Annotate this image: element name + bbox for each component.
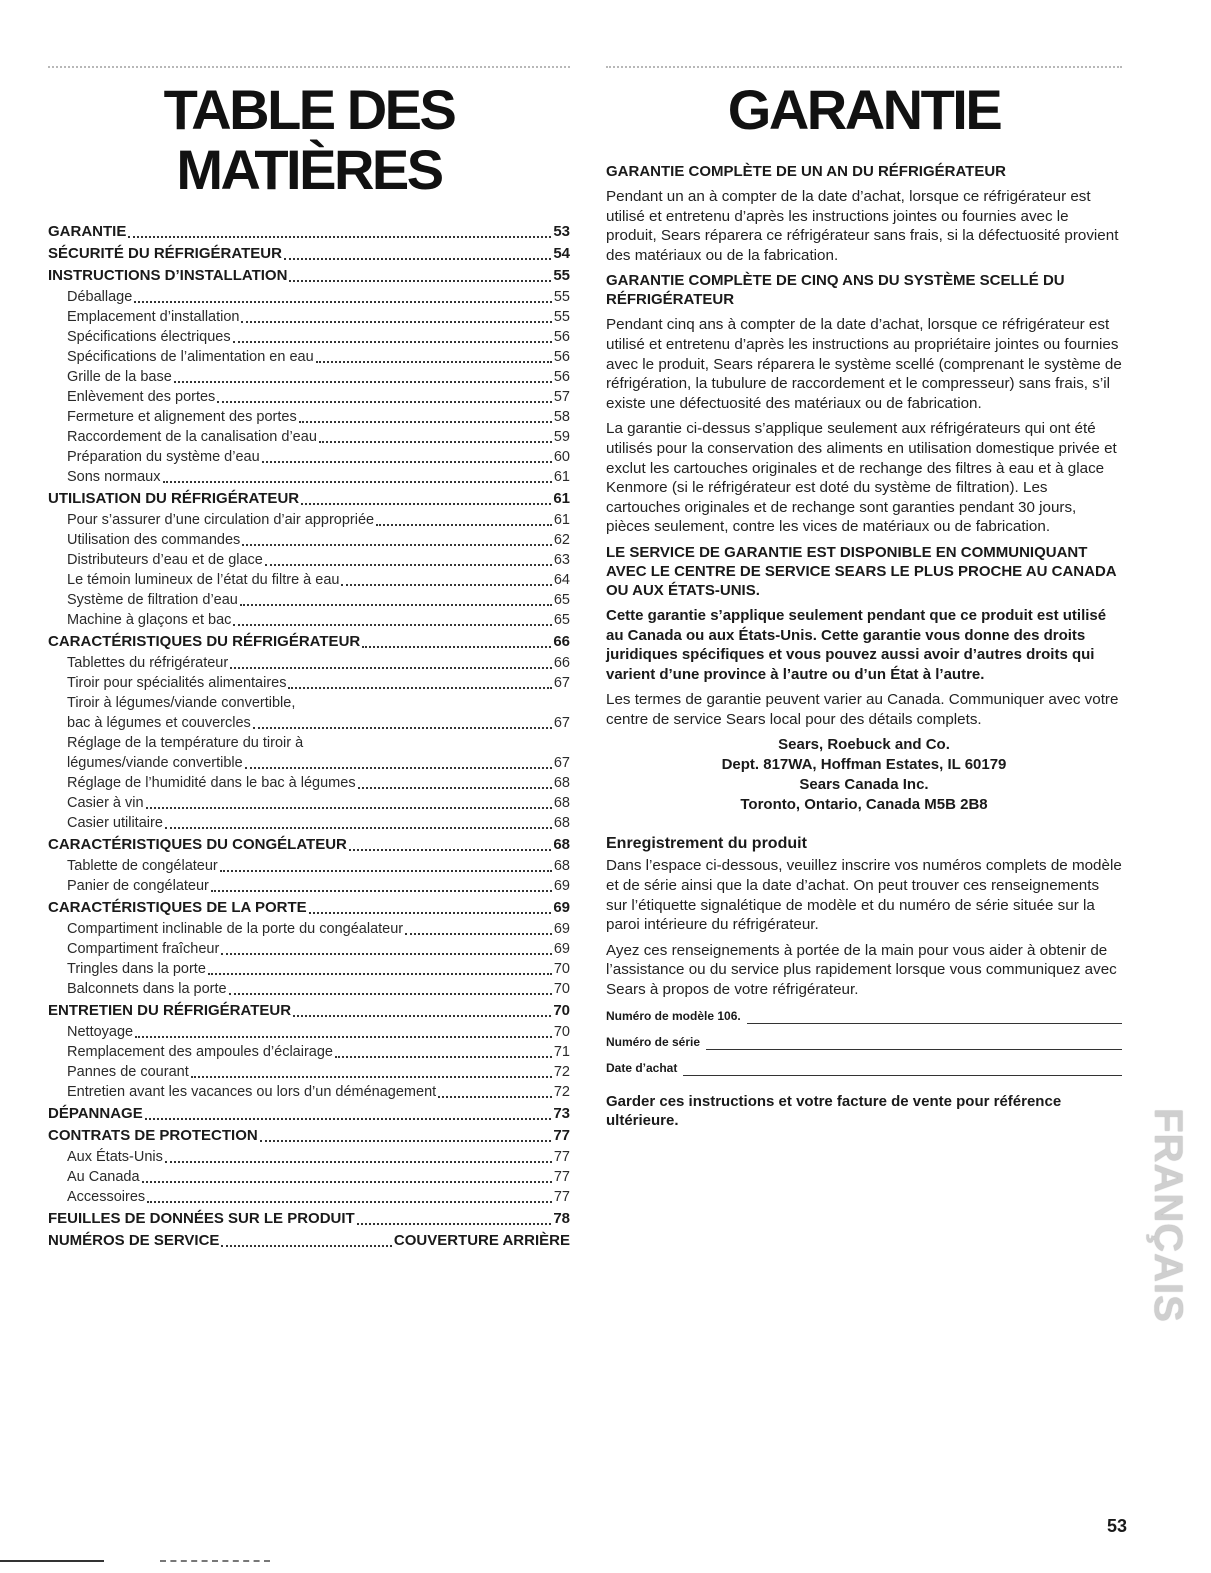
toc-section [48, 1231, 570, 1251]
toc-dot-leader [147, 1201, 552, 1203]
toc-dot-leader [358, 787, 552, 789]
toc-entry [48, 387, 570, 407]
toc-entry-page: 57 [553, 389, 570, 405]
toc-entry-title: Raccordement de la canalisation d’eau [67, 429, 317, 445]
toc-entry-page: 73 [553, 1105, 570, 1122]
toc-entry-title: Grille de la base [67, 369, 172, 385]
toc-entry-title: Au Canada [67, 1169, 140, 1185]
toc-entry-title: Machine à glaçons et bac [67, 612, 232, 628]
toc-entry-page: 66 [553, 655, 570, 671]
toc-dot-leader [316, 361, 552, 363]
footer-mark-solid [0, 1560, 104, 1562]
toc-dot-leader [288, 687, 551, 689]
registration-paragraph-keep: Ayez ces renseignements à portée de la main pour vous aider à obtenir de l’assistance ou du service plus rapidement lorsque vous communiquez avec Sears à propos de votre réfrigérateur. [606, 941, 1117, 999]
toc-entry [48, 693, 570, 713]
toc-entry-title: Remplacement des ampoules d’éclairage [67, 1044, 333, 1060]
toc-entry-page: 56 [553, 369, 570, 385]
toc-entry-page: COUVERTURE ARRIÈRE [393, 1232, 570, 1249]
toc-entry [48, 773, 570, 793]
toc-dot-leader [221, 953, 552, 955]
toc-section [48, 1209, 570, 1229]
toc-dot-leader [165, 1161, 552, 1163]
toc-entry-title: SÉCURITÉ DU RÉFRIGÉRATEUR [48, 245, 282, 262]
model-number-field[interactable] [606, 1008, 1122, 1024]
toc-entry [48, 610, 570, 630]
toc-entry-page: 68 [553, 795, 570, 811]
toc-entry-title: CARACTÉRISTIQUES DU RÉFRIGÉRATEUR [48, 633, 361, 650]
toc-entry-page: 68 [553, 815, 570, 831]
toc-dot-leader [230, 667, 552, 669]
toc-dot-leader [146, 807, 552, 809]
toc-dot-leader [265, 564, 552, 566]
warranty-title: GARANTIE [727, 78, 1001, 141]
toc-dot-leader [262, 461, 552, 463]
toc-dot-leader [142, 1181, 552, 1183]
toc-dot-leader [217, 401, 552, 403]
toc-entry [48, 1062, 570, 1082]
toc-entry [48, 653, 570, 673]
toc-entry-page: 55 [553, 309, 570, 325]
toc-entry-title: Pannes de courant [67, 1064, 189, 1080]
toc-entry-page: 61 [553, 469, 570, 485]
toc-entry [48, 856, 570, 876]
toc-entry-page: 53 [553, 223, 570, 240]
toc-entry-page: 68 [553, 858, 570, 874]
toc-entry-page: 56 [553, 349, 570, 365]
toc-entry-page: 56 [553, 329, 570, 345]
toc-entry [48, 287, 570, 307]
toc-entry-title: UTILISATION DU RÉFRIGÉRATEUR [48, 490, 300, 507]
toc-dot-leader [163, 481, 552, 483]
toc-entry-title: GARANTIE [48, 223, 127, 240]
toc-entry-title: Panier de congélateur [67, 878, 209, 894]
toc-section [48, 266, 570, 286]
toc-entry-page: 65 [553, 592, 570, 608]
toc-entry [48, 530, 570, 550]
toc-dot-leader [233, 341, 552, 343]
toc-entry [48, 673, 570, 693]
toc-entry-page: 58 [553, 409, 570, 425]
toc-entry [48, 959, 570, 979]
toc-dot-leader [245, 767, 552, 769]
toc-entry-title: Sons normaux [67, 469, 161, 485]
purchase-date-line[interactable] [683, 1063, 1122, 1076]
toc-entry-title: Spécifications électriques [67, 329, 231, 345]
toc-entry-title: Nettoyage [67, 1024, 134, 1040]
toc-section [48, 835, 570, 855]
toc-entry-title: ENTRETIEN DU RÉFRIGÉRATEUR [48, 1002, 292, 1019]
toc-entry-title: Tringles dans la porte [67, 961, 206, 977]
toc-entry-page: 62 [553, 532, 570, 548]
language-side-tab-label: FRANÇAIS [1145, 1107, 1190, 1323]
warranty-paragraph-scope: La garantie ci-dessus s’applique seulement aux réfrigérateurs qui ont été utilisés pour la conservation des aliments en utilisation domestique privée et exclut les cartouches originales et de rechange des filtres à eau et à glace Kenmore (si le réfrigérateur est doté du système de filtration). Les cartouches originales et de rechange sont garanties pendant 30 jours, pièces seulement, contre les vices de matériaux ou de fabrication. [606, 420, 1117, 536]
toc-dot-leader [349, 849, 551, 851]
toc-entry-page: 70 [553, 1024, 570, 1040]
top-rule-left [48, 66, 570, 68]
toc-entry [48, 733, 570, 753]
toc-entry [48, 1167, 570, 1187]
toc-entry-title: Spécifications de l’alimentation en eau [67, 349, 314, 365]
toc-entry [48, 307, 570, 327]
toc-entry-title: Compartiment inclinable de la porte du congéalateur [67, 921, 404, 937]
warranty-paragraph-one-year: Pendant un an à compter de la date d’achat, lorsque ce réfrigérateur est utilisé et entretenu d’après les instructions jointes ou fournies avec le produit, Sears réparera ce réfrigérateur sans frais, si la défectuosité provient des matériaux ou de la fabrication. [606, 188, 1119, 264]
toc-entry-title: Fermeture et alignement des portes [67, 409, 297, 425]
toc-entry-page: 77 [553, 1189, 570, 1205]
toc-dot-leader [299, 421, 552, 423]
toc-dot-leader [242, 544, 552, 546]
toc-dot-leader [233, 624, 551, 626]
toc-entry [48, 570, 570, 590]
address-sears-canada [606, 775, 1122, 815]
toc-dot-leader [260, 1140, 552, 1142]
toc-entry-title: Tiroir à légumes/viande convertible, [67, 695, 296, 711]
toc-entry-page: 59 [553, 429, 570, 445]
toc-entry [48, 367, 570, 387]
model-number-label: Numéro de modèle 106. [606, 1008, 741, 1023]
toc-entry-title: Préparation du système d’eau [67, 449, 260, 465]
toc-entry-title: Tiroir pour spécialités alimentaires [67, 675, 287, 691]
toc-entry-page: 77 [553, 1169, 570, 1185]
serial-number-label: Numéro de série [606, 1034, 701, 1049]
toc-entry [48, 327, 570, 347]
toc-entry-title: Tablettes du réfrigérateur [67, 655, 229, 671]
toc-entry-page: 72 [553, 1084, 570, 1100]
toc-entry-page: 68 [553, 836, 570, 853]
toc-entry-page: 66 [553, 633, 570, 650]
address-line: Dept. 817WA, Hoffman Estates, IL 60179 [721, 756, 1007, 774]
toc-entry-title: bac à légumes et couvercles [67, 715, 251, 731]
toc-dot-leader [438, 1096, 552, 1098]
toc-dot-leader [134, 301, 552, 303]
toc-entry-page: 69 [553, 921, 570, 937]
toc-dot-leader [341, 584, 551, 586]
toc-section [48, 632, 570, 652]
toc-entry [48, 939, 570, 959]
toc-entry-page: 61 [553, 512, 570, 528]
toc-dot-leader [335, 1056, 552, 1058]
toc-entry [48, 447, 570, 467]
warranty-column [606, 80, 1122, 1137]
toc-dot-leader [145, 1118, 552, 1120]
toc-entry-page: 70 [553, 961, 570, 977]
toc-section [48, 222, 570, 242]
toc-entry [48, 813, 570, 833]
toc-dot-leader [240, 604, 552, 606]
model-number-line[interactable] [747, 1011, 1122, 1024]
warranty-paragraph-rights: Cette garantie s’applique seulement pendant que ce produit est utilisé au Canada ou aux États-Unis. Cette garantie vous donne des droits juridiques spécifiques et vous pouvez aussi avoir d’autres droits qui varient d’une province à l’autre ou d’un État à l’autre. [606, 606, 1107, 683]
toc-entry-page: 55 [553, 267, 570, 284]
toc-entry-title: Déballage [67, 289, 133, 305]
toc-dot-leader [165, 827, 552, 829]
toc-entry [48, 713, 570, 733]
toc-entry-page: 77 [553, 1149, 570, 1165]
toc-entry-page: 63 [553, 552, 570, 568]
toc-section [48, 244, 570, 264]
toc-dot-leader [128, 236, 551, 238]
address-line: Sears, Roebuck and Co. [778, 736, 950, 754]
page-number: 53 [1106, 1516, 1127, 1536]
toc-entry-page: 77 [553, 1127, 570, 1144]
toc-entry-title: Entretien avant les vacances ou lors d’un déménagement [67, 1084, 437, 1100]
toc-dot-leader [211, 890, 552, 892]
toc-entry-title: NUMÉROS DE SERVICE [48, 1232, 220, 1249]
toc-entry [48, 979, 570, 999]
toc-dot-leader [357, 1223, 552, 1225]
toc-dot-leader [301, 503, 551, 505]
toc-entry-title: CARACTÉRISTIQUES DE LA PORTE [48, 899, 307, 916]
toc-entry-page: 72 [553, 1064, 570, 1080]
toc-dot-leader [221, 1245, 391, 1247]
toc-section [48, 898, 570, 918]
toc-entry-title: Balconnets dans la porte [67, 981, 227, 997]
serial-number-line[interactable] [706, 1037, 1122, 1050]
toc-entry [48, 1082, 570, 1102]
warranty-paragraph-five-year: Pendant cinq ans à compter de la date d’achat, lorsque ce réfrigérateur est utilisé et entretenu d’après les instructions au propriétaire jointes ou fournies avec le produit, Sears réparera le système scellé (comprenant le système de réfrigération, la tubulure de raccordement et le compresseur) sans frais, s’il existe une défectuosité des matériaux ou de fabrication. [606, 316, 1122, 412]
toc-entry-page: 68 [553, 775, 570, 791]
toc-list [48, 222, 570, 1251]
toc-entry-title: CARACTÉRISTIQUES DU CONGÉLATEUR [48, 836, 347, 853]
purchase-date-field[interactable] [606, 1060, 1122, 1076]
toc-entry-page: 67 [553, 715, 570, 731]
toc-dot-leader [208, 973, 552, 975]
toc-entry-title: Emplacement d’installation [67, 309, 240, 325]
toc-section [48, 1126, 570, 1146]
language-side-tab [1145, 1090, 1190, 1340]
toc-dot-leader [405, 933, 552, 935]
toc-entry-title: Accessoires [67, 1189, 146, 1205]
address-line: Sears Canada Inc. [799, 776, 929, 794]
toc-dot-leader [293, 1015, 551, 1017]
toc-entry-page: 55 [553, 289, 570, 305]
toc-entry [48, 1147, 570, 1167]
toc-entry-title: FEUILLES DE DONNÉES SUR LE PRODUIT [48, 1210, 355, 1227]
toc-entry-title: CONTRATS DE PROTECTION [48, 1127, 258, 1144]
serial-number-field[interactable] [606, 1034, 1122, 1050]
toc-entry-page: 65 [553, 612, 570, 628]
toc-entry-page: 70 [553, 981, 570, 997]
toc-column [48, 80, 570, 1252]
toc-entry-page: 70 [553, 1002, 570, 1019]
toc-dot-leader [376, 524, 552, 526]
toc-dot-leader [284, 258, 551, 260]
toc-entry-page: 69 [553, 941, 570, 957]
toc-dot-leader [309, 912, 552, 914]
toc-dot-leader [362, 646, 551, 648]
registration-paragraph-instructions: Dans l’espace ci-dessous, veuillez inscrire vos numéros complets de modèle et de série ainsi que la date d’achat. On peut trouver ces renseignements sur l’étiquette signalétique de modèle et du numéro de série située sur la paroi intérieure du réfrigérateur. [606, 857, 1122, 934]
toc-entry-page: 54 [553, 245, 570, 262]
toc-entry [48, 407, 570, 427]
toc-section [48, 1001, 570, 1021]
toc-entry [48, 1042, 570, 1062]
toc-entry-title: Casier utilitaire [67, 815, 163, 831]
warranty-heading-service: LE SERVICE DE GARANTIE EST DISPONIBLE EN COMMUNIQUANT AVEC LE CENTRE DE SERVICE SEARS LE PLUS PROCHE AU CANADA OU AUX ÉTATS-UNIS. [606, 543, 1117, 599]
toc-title: TABLE DES MATIÈRES [163, 78, 455, 201]
toc-dot-leader [135, 1036, 552, 1038]
warranty-paragraph-terms: Les termes de garantie peuvent varier au Canada. Communiquer avec votre centre de service Sears local pour des détails complets. [606, 691, 1119, 728]
toc-entry-title: Tablette de congélateur [67, 858, 218, 874]
address-sears-us [606, 735, 1122, 775]
toc-dot-leader [191, 1076, 552, 1078]
toc-entry-page: 67 [553, 675, 570, 691]
toc-dot-leader [241, 321, 551, 323]
toc-entry-title: Casier à vin [67, 795, 144, 811]
toc-entry [48, 427, 570, 447]
toc-entry-title: Aux États-Unis [67, 1149, 163, 1165]
warranty-heading-five-year: GARANTIE COMPLÈTE DE CINQ ANS DU SYSTÈME SCELLÉ DU RÉFRIGÉRATEUR [606, 272, 1065, 309]
toc-entry [48, 550, 570, 570]
toc-section [48, 489, 570, 509]
closing-note: Garder ces instructions et votre facture de vente pour référence ultérieure. [606, 1092, 1062, 1130]
toc-entry-page: 60 [553, 449, 570, 465]
toc-entry-page: 69 [553, 899, 570, 916]
toc-entry-page: 71 [553, 1044, 570, 1060]
toc-entry-title: Le témoin lumineux de l’état du filtre à eau [67, 572, 340, 588]
toc-entry-page: 78 [553, 1210, 570, 1227]
toc-entry [48, 1187, 570, 1207]
toc-dot-leader [319, 441, 552, 443]
toc-entry-title: Réglage de la température du tiroir à [67, 735, 304, 751]
toc-entry [48, 753, 570, 773]
toc-dot-leader [174, 381, 552, 383]
toc-entry-title: DÉPANNAGE [48, 1105, 143, 1122]
toc-entry [48, 347, 570, 367]
address-line: Toronto, Ontario, Canada M5B 2B8 [740, 796, 988, 814]
toc-dot-leader [229, 993, 552, 995]
toc-entry-title: Enlèvement des portes [67, 389, 216, 405]
toc-entry-title: Système de filtration d’eau [67, 592, 238, 608]
toc-entry-page: 67 [553, 755, 570, 771]
footer-mark-dashed [160, 1560, 270, 1562]
toc-entry-title: Utilisation des commandes [67, 532, 241, 548]
toc-entry-title: Compartiment fraîcheur [67, 941, 220, 957]
toc-dot-leader [220, 870, 552, 872]
toc-entry-page: 61 [553, 490, 570, 507]
registration-heading: Enregistrement du produit [606, 835, 807, 853]
toc-dot-leader [253, 727, 552, 729]
toc-entry-page: 69 [553, 878, 570, 894]
toc-entry [48, 590, 570, 610]
top-rule-right [606, 66, 1122, 68]
toc-entry-title: Pour s’assurer d’une circulation d’air appropriée [67, 512, 375, 528]
toc-entry-title: INSTRUCTIONS D’INSTALLATION [48, 267, 288, 284]
toc-entry-title: légumes/viande convertible [67, 755, 243, 771]
toc-entry [48, 919, 570, 939]
toc-section [48, 1104, 570, 1124]
toc-entry [48, 467, 570, 487]
toc-entry-title: Distributeurs d’eau et de glace [67, 552, 263, 568]
toc-entry [48, 510, 570, 530]
toc-entry-title: Réglage de l’humidité dans le bac à légumes [67, 775, 356, 791]
warranty-heading-one-year: GARANTIE COMPLÈTE DE UN AN DU RÉFRIGÉRATEUR [606, 163, 1007, 180]
toc-entry [48, 793, 570, 813]
toc-entry-page: 64 [553, 572, 570, 588]
purchase-date-label: Date d’achat [606, 1060, 678, 1075]
toc-entry [48, 876, 570, 896]
toc-entry [48, 1022, 570, 1042]
toc-dot-leader [289, 280, 551, 282]
